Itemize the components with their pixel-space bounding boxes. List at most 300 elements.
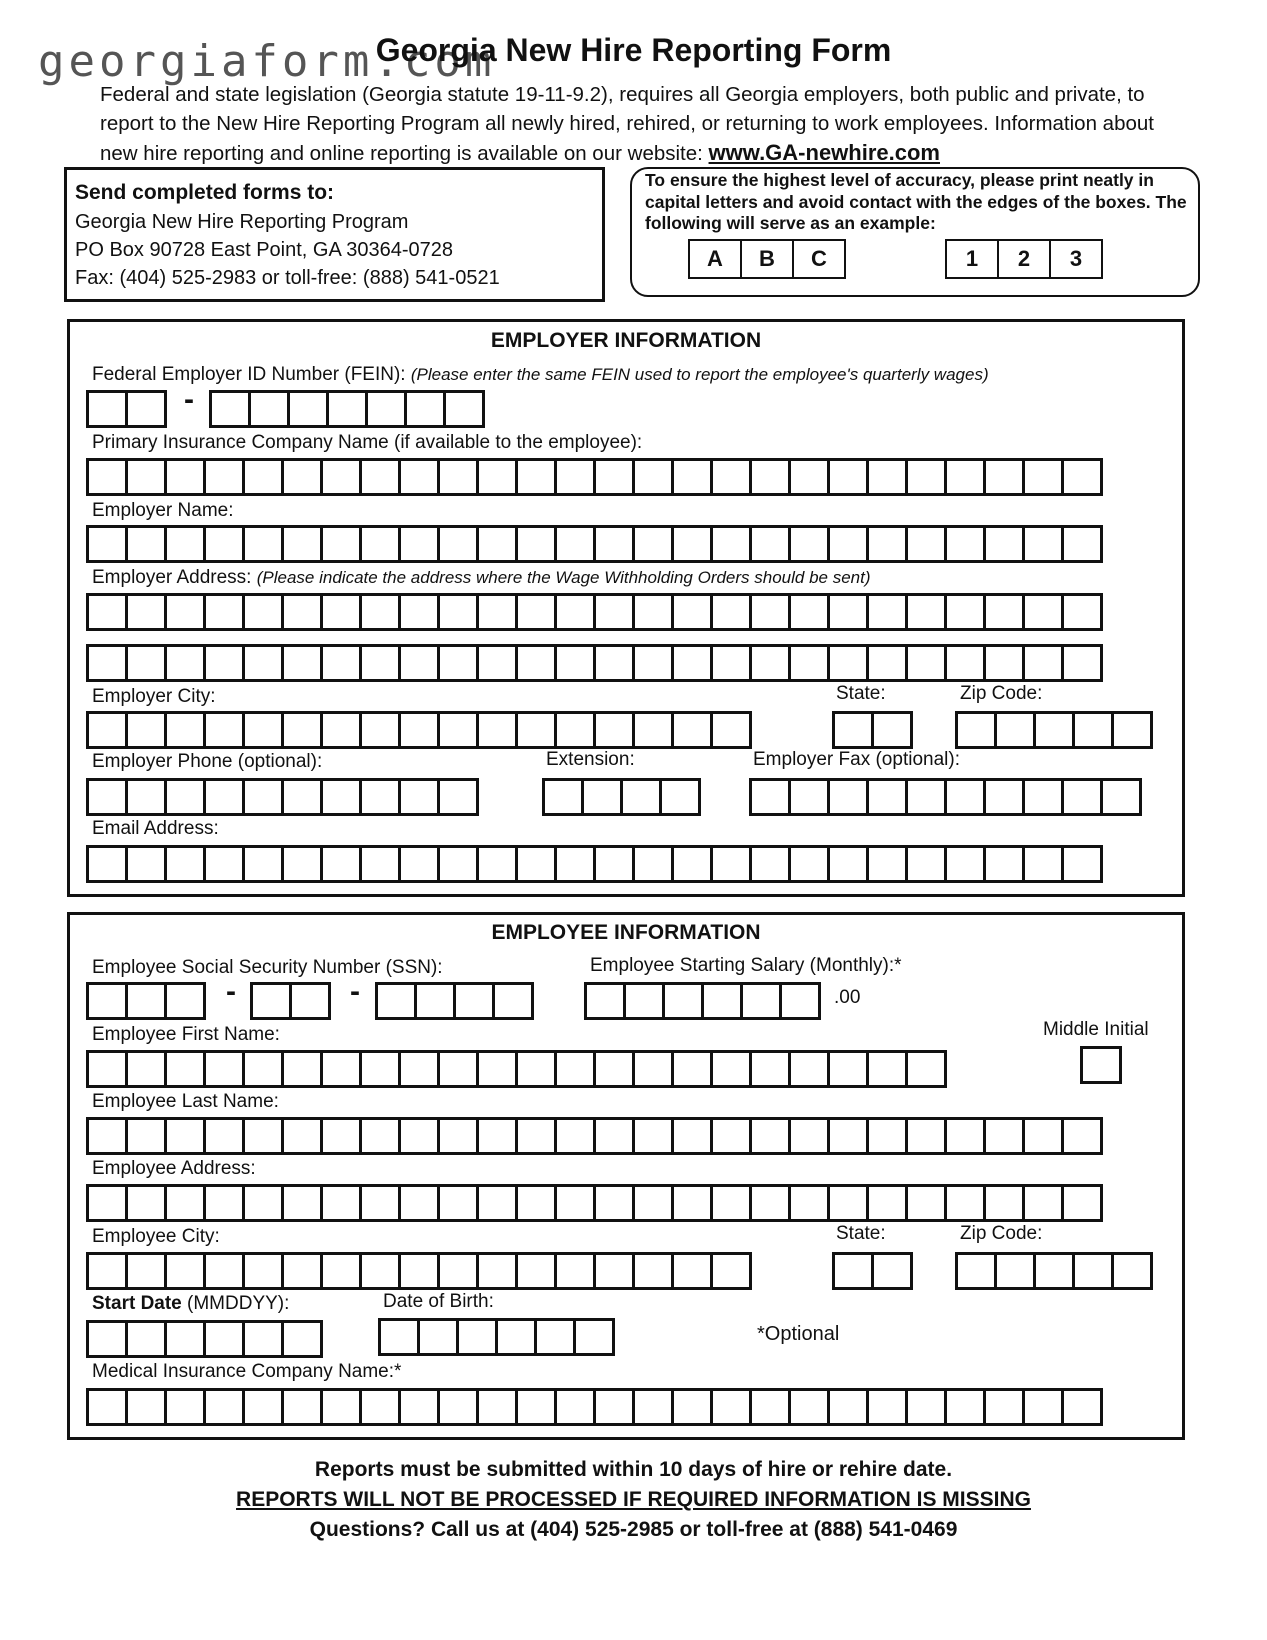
char-box[interactable]: [320, 711, 362, 749]
char-box[interactable]: [827, 1388, 869, 1426]
last-name-boxes[interactable]: [86, 1117, 1103, 1155]
char-box[interactable]: [905, 525, 947, 563]
char-box[interactable]: [749, 1388, 791, 1426]
char-box[interactable]: [443, 390, 485, 428]
char-box[interactable]: [994, 711, 1036, 749]
char-box[interactable]: [476, 458, 518, 496]
char-box[interactable]: [437, 593, 479, 631]
char-box[interactable]: [203, 593, 245, 631]
char-box[interactable]: [164, 458, 206, 496]
char-box[interactable]: [955, 711, 997, 749]
char-box[interactable]: [203, 644, 245, 682]
char-box[interactable]: [281, 845, 323, 883]
char-box[interactable]: [983, 458, 1025, 496]
char-box[interactable]: [671, 711, 713, 749]
ssn-serial-boxes[interactable]: [375, 982, 534, 1020]
char-box[interactable]: [944, 845, 986, 883]
char-box[interactable]: [749, 525, 791, 563]
char-box[interactable]: [359, 1117, 401, 1155]
char-box[interactable]: [827, 845, 869, 883]
employer-city-boxes[interactable]: [86, 711, 752, 749]
char-box[interactable]: [593, 845, 635, 883]
char-box[interactable]: [749, 1117, 791, 1155]
char-box[interactable]: [710, 1184, 752, 1222]
char-box[interactable]: [414, 982, 456, 1020]
char-box[interactable]: [476, 845, 518, 883]
char-box[interactable]: [398, 644, 440, 682]
char-box[interactable]: [359, 1252, 401, 1290]
char-box[interactable]: [632, 711, 674, 749]
char-box[interactable]: [398, 711, 440, 749]
char-box[interactable]: [983, 1184, 1025, 1222]
char-box[interactable]: [623, 982, 665, 1020]
char-box[interactable]: [398, 458, 440, 496]
char-box[interactable]: [492, 982, 534, 1020]
char-box[interactable]: [242, 458, 284, 496]
char-box[interactable]: [86, 1050, 128, 1088]
char-box[interactable]: [1061, 525, 1103, 563]
char-box[interactable]: [164, 1388, 206, 1426]
char-box[interactable]: [125, 1050, 167, 1088]
employer-address-line2[interactable]: [86, 644, 1103, 682]
char-box[interactable]: [398, 593, 440, 631]
char-box[interactable]: [125, 778, 167, 816]
char-box[interactable]: [281, 711, 323, 749]
dob-boxes[interactable]: [378, 1318, 615, 1356]
char-box[interactable]: [398, 1184, 440, 1222]
char-box[interactable]: [740, 982, 782, 1020]
char-box[interactable]: [515, 1252, 557, 1290]
char-box[interactable]: [417, 1318, 459, 1356]
char-box[interactable]: [983, 1117, 1025, 1155]
char-box[interactable]: [632, 1050, 674, 1088]
char-box[interactable]: [398, 1388, 440, 1426]
char-box[interactable]: [788, 1388, 830, 1426]
char-box[interactable]: [788, 525, 830, 563]
char-box[interactable]: [320, 1050, 362, 1088]
char-box[interactable]: [749, 593, 791, 631]
char-box[interactable]: [983, 1388, 1025, 1426]
char-box[interactable]: [365, 390, 407, 428]
char-box[interactable]: [242, 1320, 284, 1358]
char-box[interactable]: [359, 711, 401, 749]
employer-address-line1[interactable]: [86, 593, 1103, 631]
char-box[interactable]: [1022, 778, 1064, 816]
char-box[interactable]: [983, 593, 1025, 631]
char-box[interactable]: [671, 458, 713, 496]
char-box[interactable]: [125, 845, 167, 883]
char-box[interactable]: [983, 644, 1025, 682]
fein-prefix-boxes[interactable]: [86, 390, 167, 428]
char-box[interactable]: [281, 1320, 323, 1358]
char-box[interactable]: [359, 593, 401, 631]
char-box[interactable]: [320, 458, 362, 496]
char-box[interactable]: [584, 982, 626, 1020]
char-box[interactable]: [573, 1318, 615, 1356]
char-box[interactable]: [788, 845, 830, 883]
char-box[interactable]: [827, 593, 869, 631]
char-box[interactable]: [242, 1117, 284, 1155]
char-box[interactable]: [359, 525, 401, 563]
char-box[interactable]: [320, 778, 362, 816]
char-box[interactable]: [827, 644, 869, 682]
employee-zip-boxes[interactable]: [955, 1252, 1153, 1290]
employee-city-boxes[interactable]: [86, 1252, 752, 1290]
char-box[interactable]: [1022, 845, 1064, 883]
char-box[interactable]: [320, 525, 362, 563]
char-box[interactable]: [866, 1184, 908, 1222]
char-box[interactable]: [554, 845, 596, 883]
char-box[interactable]: [320, 1252, 362, 1290]
char-box[interactable]: [437, 1252, 479, 1290]
char-box[interactable]: [1033, 1252, 1075, 1290]
char-box[interactable]: [86, 845, 128, 883]
char-box[interactable]: [671, 1252, 713, 1290]
char-box[interactable]: [871, 1252, 913, 1290]
char-box[interactable]: [281, 644, 323, 682]
char-box[interactable]: [359, 845, 401, 883]
char-box[interactable]: [248, 390, 290, 428]
char-box[interactable]: [86, 644, 128, 682]
char-box[interactable]: [398, 1050, 440, 1088]
char-box[interactable]: [983, 845, 1025, 883]
char-box[interactable]: [905, 644, 947, 682]
fein-suffix-boxes[interactable]: [209, 390, 485, 428]
char-box[interactable]: [203, 1050, 245, 1088]
char-box[interactable]: [866, 1388, 908, 1426]
char-box[interactable]: [827, 458, 869, 496]
char-box[interactable]: [554, 1252, 596, 1290]
employer-zip-boxes[interactable]: [955, 711, 1153, 749]
char-box[interactable]: [86, 390, 128, 428]
char-box[interactable]: [983, 778, 1025, 816]
char-box[interactable]: [125, 390, 167, 428]
email-boxes[interactable]: [86, 845, 1103, 883]
ssn-group-boxes[interactable]: [250, 982, 331, 1020]
char-box[interactable]: [378, 1318, 420, 1356]
char-box[interactable]: [832, 1252, 874, 1290]
char-box[interactable]: [593, 1184, 635, 1222]
char-box[interactable]: [710, 845, 752, 883]
char-box[interactable]: [437, 644, 479, 682]
char-box[interactable]: [832, 711, 874, 749]
char-box[interactable]: [495, 1318, 537, 1356]
char-box[interactable]: [242, 1388, 284, 1426]
char-box[interactable]: [788, 593, 830, 631]
char-box[interactable]: [320, 644, 362, 682]
char-box[interactable]: [1061, 845, 1103, 883]
char-box[interactable]: [827, 525, 869, 563]
char-box[interactable]: [632, 593, 674, 631]
char-box[interactable]: [905, 845, 947, 883]
char-box[interactable]: [593, 525, 635, 563]
char-box[interactable]: [281, 458, 323, 496]
char-box[interactable]: [86, 593, 128, 631]
char-box[interactable]: [955, 1252, 997, 1290]
char-box[interactable]: [944, 1184, 986, 1222]
char-box[interactable]: [125, 1320, 167, 1358]
char-box[interactable]: [242, 644, 284, 682]
char-box[interactable]: [515, 1184, 557, 1222]
char-box[interactable]: [287, 390, 329, 428]
start-date-boxes[interactable]: [86, 1320, 323, 1358]
char-box[interactable]: [788, 458, 830, 496]
char-box[interactable]: [398, 845, 440, 883]
char-box[interactable]: [701, 982, 743, 1020]
char-box[interactable]: [453, 982, 495, 1020]
char-box[interactable]: [1061, 1117, 1103, 1155]
char-box[interactable]: [437, 711, 479, 749]
char-box[interactable]: [593, 1117, 635, 1155]
char-box[interactable]: [515, 1388, 557, 1426]
char-box[interactable]: [437, 1050, 479, 1088]
char-box[interactable]: [1061, 1184, 1103, 1222]
char-box[interactable]: [476, 525, 518, 563]
char-box[interactable]: [164, 1184, 206, 1222]
char-box[interactable]: [86, 982, 128, 1020]
char-box[interactable]: [437, 845, 479, 883]
char-box[interactable]: [1061, 458, 1103, 496]
char-box[interactable]: [671, 845, 713, 883]
char-box[interactable]: [632, 525, 674, 563]
char-box[interactable]: [554, 1117, 596, 1155]
char-box[interactable]: [437, 1388, 479, 1426]
char-box[interactable]: [125, 1184, 167, 1222]
char-box[interactable]: [1061, 778, 1103, 816]
char-box[interactable]: [593, 593, 635, 631]
char-box[interactable]: [515, 525, 557, 563]
char-box[interactable]: [164, 1252, 206, 1290]
char-box[interactable]: [866, 1050, 908, 1088]
char-box[interactable]: [749, 1184, 791, 1222]
char-box[interactable]: [671, 525, 713, 563]
char-box[interactable]: [320, 1388, 362, 1426]
char-box[interactable]: [281, 1252, 323, 1290]
char-box[interactable]: [710, 1050, 752, 1088]
char-box[interactable]: [554, 1050, 596, 1088]
char-box[interactable]: [944, 458, 986, 496]
char-box[interactable]: [242, 711, 284, 749]
char-box[interactable]: [164, 1050, 206, 1088]
char-box[interactable]: [164, 1117, 206, 1155]
char-box[interactable]: [203, 458, 245, 496]
char-box[interactable]: [515, 458, 557, 496]
char-box[interactable]: [242, 778, 284, 816]
char-box[interactable]: [359, 458, 401, 496]
char-box[interactable]: [209, 390, 251, 428]
char-box[interactable]: [905, 1184, 947, 1222]
char-box[interactable]: [359, 778, 401, 816]
char-box[interactable]: [125, 525, 167, 563]
char-box[interactable]: [944, 1117, 986, 1155]
char-box[interactable]: [86, 458, 128, 496]
char-box[interactable]: [1061, 1388, 1103, 1426]
char-box[interactable]: [437, 778, 479, 816]
char-box[interactable]: [593, 644, 635, 682]
char-box[interactable]: [554, 1388, 596, 1426]
char-box[interactable]: [164, 711, 206, 749]
char-box[interactable]: [164, 1320, 206, 1358]
char-box[interactable]: [281, 778, 323, 816]
char-box[interactable]: [710, 711, 752, 749]
char-box[interactable]: [944, 644, 986, 682]
char-box[interactable]: [125, 1252, 167, 1290]
char-box[interactable]: [593, 1252, 635, 1290]
char-box[interactable]: [554, 593, 596, 631]
char-box[interactable]: [1022, 1388, 1064, 1426]
char-box[interactable]: [203, 1252, 245, 1290]
char-box[interactable]: [671, 593, 713, 631]
char-box[interactable]: [203, 1184, 245, 1222]
char-box[interactable]: [1022, 593, 1064, 631]
char-box[interactable]: [437, 1184, 479, 1222]
first-name-boxes[interactable]: [86, 1050, 947, 1088]
char-box[interactable]: [710, 525, 752, 563]
char-box[interactable]: [476, 1117, 518, 1155]
char-box[interactable]: [242, 593, 284, 631]
char-box[interactable]: [86, 1117, 128, 1155]
char-box[interactable]: [788, 778, 830, 816]
ssn-area-boxes[interactable]: [86, 982, 206, 1020]
char-box[interactable]: [827, 1117, 869, 1155]
char-box[interactable]: [125, 1117, 167, 1155]
char-box[interactable]: [866, 845, 908, 883]
char-box[interactable]: [86, 1388, 128, 1426]
char-box[interactable]: [320, 1184, 362, 1222]
char-box[interactable]: [242, 525, 284, 563]
char-box[interactable]: [749, 778, 791, 816]
char-box[interactable]: [827, 778, 869, 816]
char-box[interactable]: [359, 1050, 401, 1088]
extension-boxes[interactable]: [542, 778, 701, 816]
char-box[interactable]: [203, 778, 245, 816]
char-box[interactable]: [593, 711, 635, 749]
char-box[interactable]: [944, 593, 986, 631]
char-box[interactable]: [788, 1184, 830, 1222]
char-box[interactable]: [593, 458, 635, 496]
char-box[interactable]: [125, 711, 167, 749]
char-box[interactable]: [515, 711, 557, 749]
char-box[interactable]: [203, 711, 245, 749]
char-box[interactable]: [164, 982, 206, 1020]
char-box[interactable]: [944, 1388, 986, 1426]
char-box[interactable]: [375, 982, 417, 1020]
char-box[interactable]: [534, 1318, 576, 1356]
char-box[interactable]: [866, 778, 908, 816]
char-box[interactable]: [437, 525, 479, 563]
char-box[interactable]: [320, 593, 362, 631]
char-box[interactable]: [671, 644, 713, 682]
char-box[interactable]: [398, 1252, 440, 1290]
char-box[interactable]: [404, 390, 446, 428]
char-box[interactable]: [125, 644, 167, 682]
website-link[interactable]: www.GA-newhire.com: [708, 140, 940, 165]
char-box[interactable]: [632, 845, 674, 883]
char-box[interactable]: [359, 1184, 401, 1222]
char-box[interactable]: [203, 1388, 245, 1426]
char-box[interactable]: [1100, 778, 1142, 816]
char-box[interactable]: [710, 458, 752, 496]
char-box[interactable]: [554, 458, 596, 496]
char-box[interactable]: [515, 593, 557, 631]
char-box[interactable]: [749, 845, 791, 883]
char-box[interactable]: [827, 1050, 869, 1088]
char-box[interactable]: [983, 525, 1025, 563]
char-box[interactable]: [632, 1117, 674, 1155]
char-box[interactable]: [620, 778, 662, 816]
char-box[interactable]: [554, 711, 596, 749]
char-box[interactable]: [632, 1388, 674, 1426]
char-box[interactable]: [320, 1117, 362, 1155]
char-box[interactable]: [866, 1117, 908, 1155]
char-box[interactable]: [1061, 593, 1103, 631]
char-box[interactable]: [398, 1117, 440, 1155]
char-box[interactable]: [456, 1318, 498, 1356]
char-box[interactable]: [476, 1252, 518, 1290]
char-box[interactable]: [554, 525, 596, 563]
char-box[interactable]: [515, 845, 557, 883]
char-box[interactable]: [632, 458, 674, 496]
char-box[interactable]: [905, 593, 947, 631]
employer-name-boxes[interactable]: [86, 525, 1103, 563]
char-box[interactable]: [203, 1117, 245, 1155]
char-box[interactable]: [86, 1184, 128, 1222]
char-box[interactable]: [476, 593, 518, 631]
char-box[interactable]: [242, 1252, 284, 1290]
char-box[interactable]: [289, 982, 331, 1020]
char-box[interactable]: [554, 644, 596, 682]
char-box[interactable]: [476, 711, 518, 749]
char-box[interactable]: [398, 778, 440, 816]
insurance-boxes[interactable]: [86, 458, 1103, 496]
char-box[interactable]: [1022, 525, 1064, 563]
char-box[interactable]: [1111, 711, 1153, 749]
char-box[interactable]: [242, 1050, 284, 1088]
char-box[interactable]: [749, 1050, 791, 1088]
char-box[interactable]: [866, 644, 908, 682]
char-box[interactable]: [671, 1117, 713, 1155]
char-box[interactable]: [1033, 711, 1075, 749]
char-box[interactable]: [1061, 644, 1103, 682]
char-box[interactable]: [250, 982, 292, 1020]
char-box[interactable]: [1111, 1252, 1153, 1290]
char-box[interactable]: [476, 1050, 518, 1088]
char-box[interactable]: [515, 1117, 557, 1155]
char-box[interactable]: [749, 644, 791, 682]
char-box[interactable]: [281, 1117, 323, 1155]
char-box[interactable]: [542, 778, 584, 816]
char-box[interactable]: [164, 593, 206, 631]
char-box[interactable]: [437, 458, 479, 496]
char-box[interactable]: [1022, 1117, 1064, 1155]
char-box[interactable]: [1072, 1252, 1114, 1290]
char-box[interactable]: [359, 644, 401, 682]
char-box[interactable]: [788, 1117, 830, 1155]
char-box[interactable]: [437, 1117, 479, 1155]
employee-address-boxes[interactable]: [86, 1184, 1103, 1222]
char-box[interactable]: [581, 778, 623, 816]
char-box[interactable]: [659, 778, 701, 816]
char-box[interactable]: [779, 982, 821, 1020]
char-box[interactable]: [203, 845, 245, 883]
char-box[interactable]: [554, 1184, 596, 1222]
char-box[interactable]: [749, 458, 791, 496]
char-box[interactable]: [994, 1252, 1036, 1290]
char-box[interactable]: [671, 1184, 713, 1222]
char-box[interactable]: [281, 1388, 323, 1426]
char-box[interactable]: [164, 845, 206, 883]
char-box[interactable]: [242, 1184, 284, 1222]
